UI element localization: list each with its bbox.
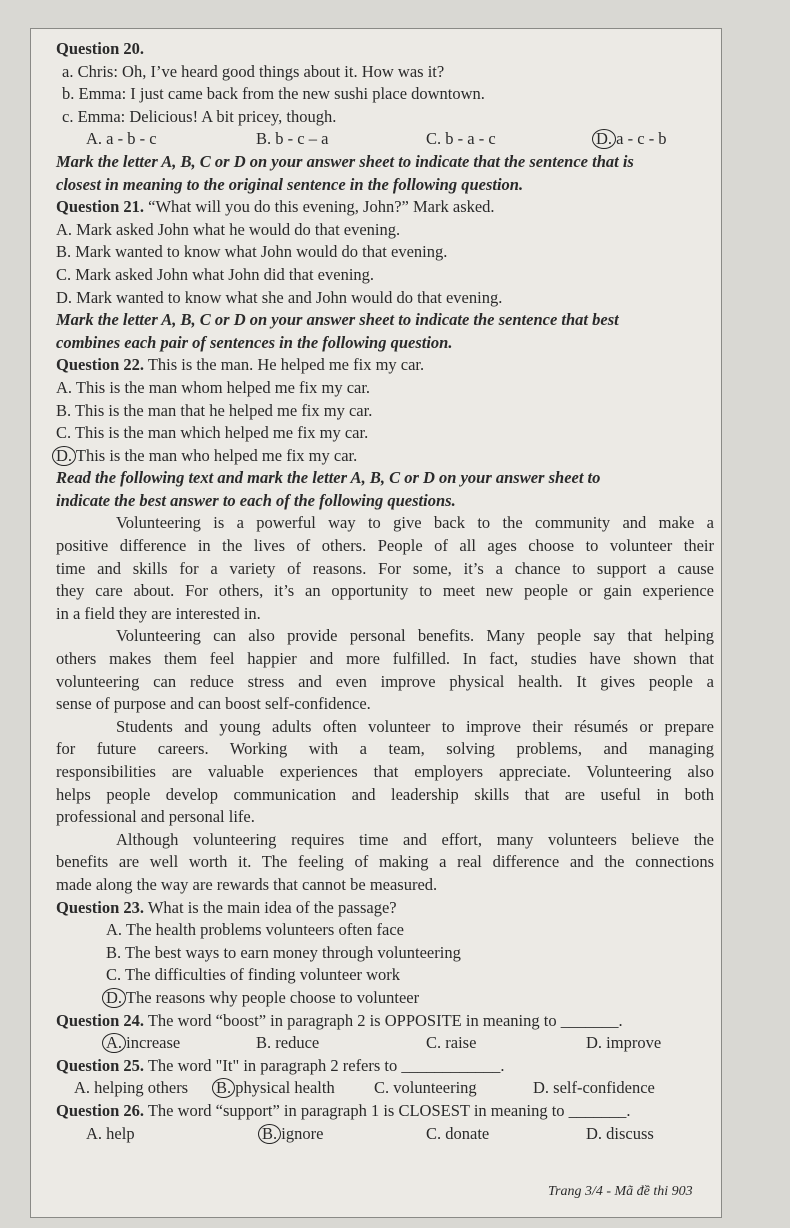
instruction-22-line2: combines each pair of sentences in the following question. xyxy=(56,332,453,352)
q23-title: Question 23. xyxy=(56,897,145,917)
q24-option-c[interactable]: C. raise xyxy=(426,1033,477,1053)
q23-option-b[interactable]: B. The best ways to earn money through volunteering xyxy=(106,942,461,962)
q25-option-b-text: physical health xyxy=(231,1078,335,1098)
q21-option-c[interactable]: C. Mark asked John what John did that evening. xyxy=(56,264,375,284)
answer-circle-mark: A. xyxy=(102,1033,126,1053)
q25-title: Question 25. xyxy=(56,1055,145,1075)
q20-options xyxy=(56,128,714,151)
q20-line-b: b. Emma: I just came back from the new sushi place downtown. xyxy=(62,84,485,104)
answer-circle-mark: D. xyxy=(592,129,616,149)
passage-p3-line4: helps people develop communication and leadership skills that are useful in both xyxy=(56,784,714,804)
q21-option-b[interactable]: B. Mark wanted to know what John would do that evening. xyxy=(56,242,448,262)
q24-option-b[interactable]: B. reduce xyxy=(256,1033,320,1053)
answer-circle-mark: B. xyxy=(212,1078,235,1098)
passage-p4-line2: benefits are well worth it. The feeling of making a real difference and the connections xyxy=(56,852,714,872)
q23-option-a[interactable]: A. The health problems volunteers often face xyxy=(106,920,404,940)
q21-title: Question 21. xyxy=(56,197,145,217)
instruction-21-line2: closest in meaning to the original sentence in the following question. xyxy=(56,174,524,194)
instruction-passage-line2: indicate the best answer to each of the following questions. xyxy=(56,490,456,510)
q22-option-a[interactable]: A. This is the man whom helped me fix my car. xyxy=(56,377,371,397)
q20-option-b[interactable]: B. b - c – a xyxy=(256,129,329,149)
passage-p3-line2: for future careers. Working with a team, solving problems, and managing xyxy=(56,739,714,759)
passage-p4-line3: made along the way are rewards that cannot be measured. xyxy=(56,874,438,894)
q22-option-d-text: This is the man who helped me fix my car. xyxy=(72,445,358,465)
q24-options xyxy=(56,1032,714,1055)
passage-p1-line1: Volunteering is a powerful way to give back to the community and make a xyxy=(116,513,714,533)
q26-option-b[interactable] xyxy=(262,1123,323,1146)
q20-line-a: a. Chris: Oh, I’ve heard good things about it. How was it? xyxy=(62,61,445,81)
q24-option-d[interactable]: D. improve xyxy=(586,1033,662,1053)
q24-stem: The word “boost” in paragraph 2 is OPPOSITE in meaning to _______. xyxy=(144,1010,623,1030)
instruction-21-line1: Mark the letter A, B, C or D on your answer sheet to indicate that the sentence that is xyxy=(56,151,634,171)
q24-option-a[interactable] xyxy=(106,1032,180,1055)
q22-option-d[interactable] xyxy=(56,445,714,468)
passage-p1-line4: they care about. For others, it’s an opportunity to meet new people or gain experience xyxy=(56,581,714,601)
exam-content xyxy=(56,38,714,1145)
q24-title: Question 24. xyxy=(56,1010,145,1030)
q20-title: Question 20. xyxy=(56,39,145,58)
q20-option-a[interactable]: A. a - b - c xyxy=(86,129,157,149)
q25-option-d[interactable]: D. self-confidence xyxy=(533,1078,655,1098)
page-footer: Trang 3/4 - Mã đề thi 903 xyxy=(548,1184,693,1199)
q26-option-b-text: ignore xyxy=(277,1123,324,1143)
q22-title: Question 22. xyxy=(56,355,145,375)
q26-option-c[interactable]: C. donate xyxy=(426,1123,490,1143)
q25-option-b[interactable] xyxy=(216,1077,335,1100)
q20-line-c: c. Emma: Delicious! A bit pricey, though. xyxy=(62,106,337,126)
q25-option-a[interactable]: A. helping others xyxy=(74,1078,189,1098)
passage-p2-line3: volunteering can reduce stress and even improve physical health. It gives people a xyxy=(56,671,714,691)
q25-option-c[interactable]: C. volunteering xyxy=(374,1078,477,1098)
q25-options xyxy=(56,1077,714,1100)
instruction-passage-line1: Read the following text and mark the letter A, B, C or D on your answer sheet to xyxy=(56,468,601,488)
q25-stem: The word "It" in paragraph 2 refers to ____________. xyxy=(144,1055,505,1075)
passage-p3-line3: responsibilities are valuable experiences that employers appreciate. Volunteering also xyxy=(56,762,714,781)
passage-p2-line1: Volunteering can also provide personal benefits. Many people say that helping xyxy=(116,626,714,646)
answer-circle-mark: D. xyxy=(102,988,126,1008)
q26-options xyxy=(56,1123,714,1146)
q21-option-a[interactable]: A. Mark asked John what he would do that evening. xyxy=(56,219,401,239)
q26-option-a[interactable]: A. help xyxy=(86,1123,135,1143)
q26-option-d[interactable]: D. discuss xyxy=(586,1123,654,1143)
q20-option-d[interactable] xyxy=(596,128,667,151)
passage-p2-line2: others makes them feel happier and more fulfilled. In fact, studies have shown that xyxy=(56,649,714,669)
passage-p1-line2: positive difference in the lives of others. People of all ages choose to volunteer their xyxy=(56,536,714,556)
passage-p4-line1: Although volunteering requires time and effort, many volunteers believe the xyxy=(116,829,714,849)
q22-stem: This is the man. He helped me fix my car. xyxy=(144,355,425,375)
q23-stem: What is the main idea of the passage? xyxy=(144,897,397,917)
passage-p1-line5: in a field they are interested in. xyxy=(56,603,261,623)
passage-p3-line1: Students and young adults often volunteer to improve their résumés or prepare xyxy=(116,716,714,736)
q23-option-d-text: The reasons why people choose to volunteer xyxy=(122,987,420,1007)
q24-option-a-text: increase xyxy=(122,1033,181,1053)
passage-p3-line5: professional and personal life. xyxy=(56,807,255,827)
q23-option-c[interactable]: C. The difficulties of finding volunteer work xyxy=(106,965,401,985)
q26-stem: The word “support” in paragraph 1 is CLOSEST in meaning to _______. xyxy=(144,1100,631,1120)
answer-circle-mark: D. xyxy=(52,446,76,466)
q23-option-d[interactable] xyxy=(56,987,714,1010)
passage-p2-line4: sense of purpose and can boost self-confidence. xyxy=(56,694,371,714)
q22-option-c[interactable]: C. This is the man which helped me fix my car. xyxy=(56,423,369,443)
passage-p1-line3: time and skills for a variety of reasons. For some, it’s a chance to support a cause xyxy=(56,558,714,578)
q21-stem: “What will you do this evening, John?” Mark asked. xyxy=(144,197,495,217)
q22-option-b[interactable]: B. This is the man that he helped me fix my car. xyxy=(56,400,373,420)
q26-title: Question 26. xyxy=(56,1100,145,1120)
q20-option-c[interactable]: C. b - a - c xyxy=(426,129,496,149)
answer-circle-mark: B. xyxy=(258,1124,281,1144)
q20-option-d-text: a - c - b xyxy=(612,129,667,149)
instruction-22-line1: Mark the letter A, B, C or D on your answer sheet to indicate the sentence that best xyxy=(56,310,619,330)
q21-option-d[interactable]: D. Mark wanted to know what she and John would do that evening. xyxy=(56,287,503,307)
